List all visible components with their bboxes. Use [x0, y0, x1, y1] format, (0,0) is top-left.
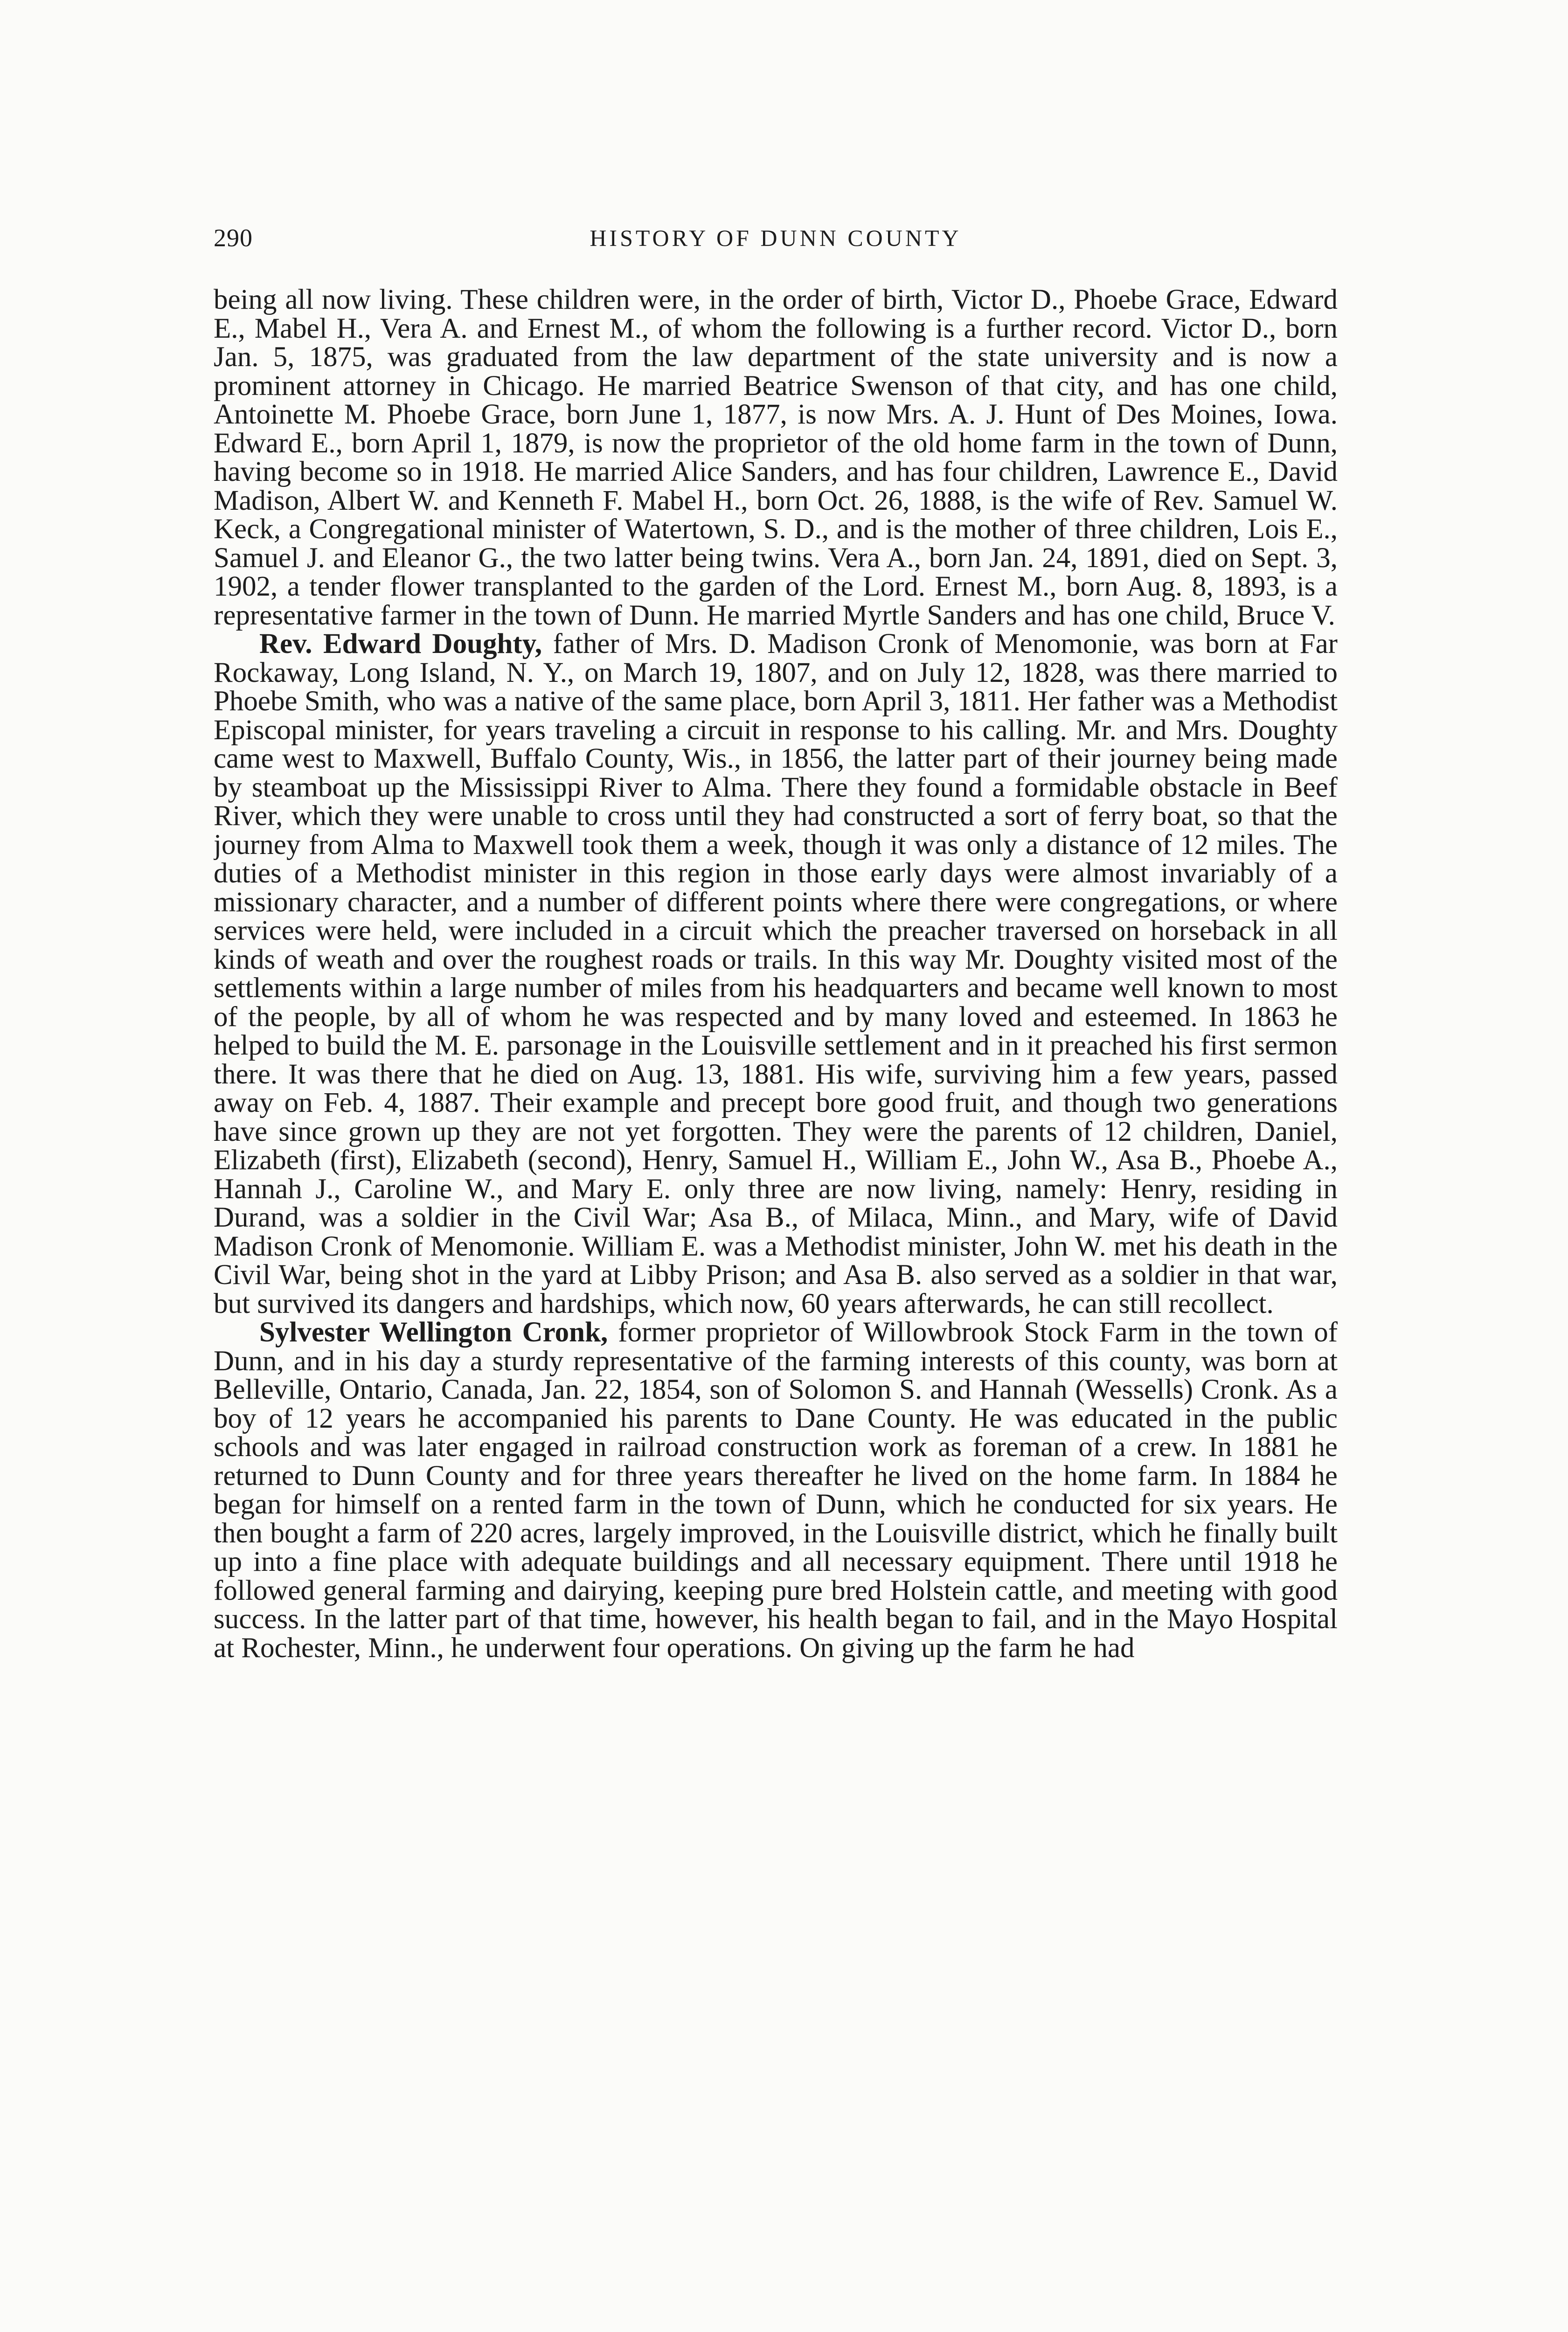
paragraph-edward-doughty — [214, 630, 1338, 1318]
paragraph-text: being all now living. These children were, in the order of birth, Victor D., Phoebe Grace, Edward E., Mabel H., Vera A. and Ernest M., of whom the following is a further record. Victor D., born Jan. 5, 1875, was graduated from the law department of the state university and is now a prominent attorney in Chicago. He married Beatrice Swenson of that city, and has one child, Antoinette M. Phoebe Grace, born June 1, 1877, is now Mrs. A. J. Hunt of Des Moines, Iowa. Edward E., born April 1, 1879, is now the proprietor of the old home farm in the town of Dunn, having become so in 1918. He married Alice Sanders, and has four children, Lawrence E., David Madison, Albert W. and Kenneth F. Mabel H., born Oct. 26, 1888, is the wife of Rev. Samuel W. Keck, a Congregational minister of Watertown, S. D., and is the mother of three children, Lois E., Samuel J. and Eleanor G., the two latter being twins. Vera A., born Jan. 24, 1891, died on Sept. 3, 1902, a tender flower transplanted to the garden of the Lord. Ernest M., born Aug. 8, 1893, is a representative farmer in the town of Dunn. He married Myrtle Sanders and has one child, Bruce V. — [214, 285, 1338, 631]
paragraph-sylvester-cronk — [214, 1318, 1338, 1662]
biography-name: Sylvester Wellington Cronk, — [259, 1317, 608, 1348]
running-head — [214, 219, 1338, 257]
body-text — [214, 285, 1338, 2188]
biography-name: Rev. Edward Doughty, — [259, 628, 542, 659]
running-title: HISTORY OF DUNN COUNTY — [590, 225, 962, 251]
paragraph-text: father of Mrs. D. Madison Cronk of Menomonie, was born at Far Rockaway, Long Island, N. Y., on March 19, 1807, and on July 12, 1828, was there married to Phoebe Smith, who was a native of the same place, born April 3, 1811. Her father was a Methodist Episcopal minister, for years traveling a circuit in response to his calling. Mr. and Mrs. Doughty came west to Maxwell, Buffalo County, Wis., in 1856, the latter part of their journey being made by steamboat up the Mississippi River to Alma. There they found a formidable obstacle in Beef River, which they were unable to cross until they had constructed a sort of ferry boat, so that the journey from Alma to Maxwell took them a week, though it was only a distance of 12 miles. The duties of a Methodist minister in this region in those early days were almost invariably of a missionary character, and a number of different points where there were congregations, or where services were held, were included in a circuit which the preacher traversed on horseback in all kinds of weath and over the roughest roads or trails. In this way Mr. Doughty visited most of the settlements within a large number of miles from his headquarters and became well known to most of the people, by all of whom he was respected and by many loved and esteemed. In 1863 he helped to build the M. E. parsonage in the Louisville settlement and in it preached his first sermon there. It was there that he died on Aug. 13, 1881. His wife, surviving him a few years, passed away on Feb. 4, 1887. Their example and precept bore good fruit, and though two generations have since grown up they are not yet forgotten. They were the parents of 12 children, Daniel, Elizabeth (first), Elizabeth (second), Henry, Samuel H., William E., John W., Asa B., Phoebe A., Hannah J., Caroline W., and Mary E. only three are now living, namely: Henry, residing in Durand, was a soldier in the Civil War; Asa B., of Milaca, Minn., and Mary, wife of David Madison Cronk of Menomonie. William E. was a Methodist minister, John W. met his death in the Civil War, being shot in the yard at Libby Prison; and Asa B. also served as a soldier in that war, but survived its dangers and hardships, which now, 60 years afterwards, he can still recollect. — [214, 628, 1338, 1319]
paragraph-text: former proprietor of Willowbrook Stock Farm in the town of Dunn, and in his day a sturdy representative of the farming interests of this county, was born at Belleville, Ontario, Canada, Jan. 22, 1854, son of Solomon S. and Hannah (Wessells) Cronk. As a boy of 12 years he accompanied his parents to Dane County. He was educated in the public schools and was later engaged in railroad construction work as foreman of a crew. In 1881 he returned to Dunn County and for three years thereafter he lived on the home farm. In 1884 he began for himself on a rented farm in the town of Dunn, which he conducted for six years. He then bought a farm of 220 acres, largely improved, in the Louisville district, which he finally built up into a fine place with adequate buildings and all necessary equipment. There until 1918 he followed general farming and dairying, keeping pure bred Holstein cattle, and meeting with good success. In the latter part of that time, however, his health began to fail, and in the Mayo Hospital at Rochester, Minn., he underwent four operations. On giving up the farm he had — [214, 1317, 1338, 1664]
page-number: 290 — [214, 224, 253, 252]
paragraph-continuation — [214, 285, 1338, 630]
